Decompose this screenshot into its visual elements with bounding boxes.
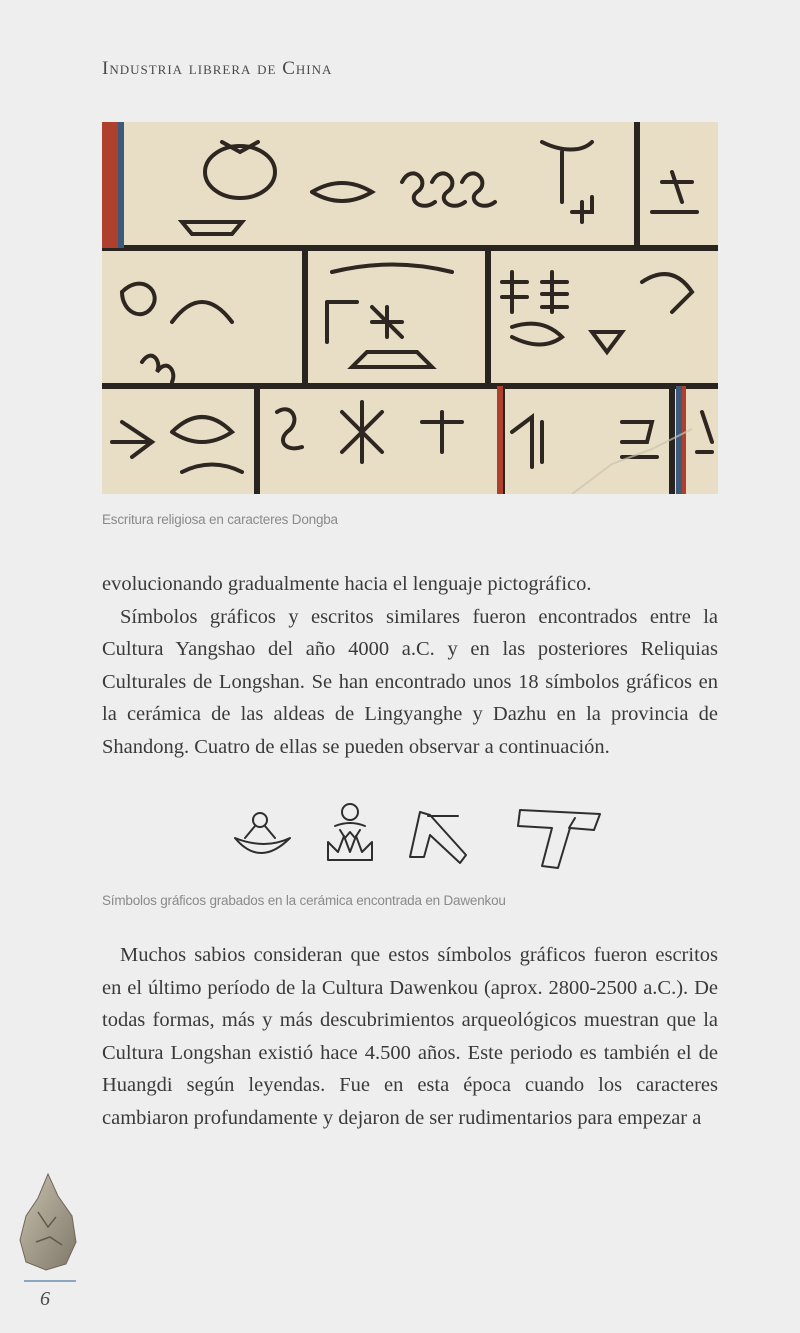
text-block-1 — [102, 568, 718, 763]
running-header: Industria librera de China — [102, 58, 333, 79]
symbol-sun-moon — [253, 813, 267, 827]
dongba-script-image — [102, 122, 718, 494]
text-block-2 — [102, 939, 718, 1134]
dongba-script-photo — [102, 122, 718, 494]
stone-artifact-icon — [18, 1172, 78, 1272]
paragraph: Muchos sabios consideran que estos símbolos gráficos fueron escritos en el último período de la Cultura Dawenkou (aprox. 2800-2500 a.C.). De todas formas, más y más descubrimientos arqueológicos muestran que la Cultura Longshan existió hace 4.500 años. Este periodo es también el de Huangdi según leyendas. Fue en esta época cuando los caracteres cambiaron profundamente y dejaron de ser rudimentarios para empezar a — [102, 944, 718, 1129]
pottery-symbols-figure — [230, 802, 610, 872]
paragraph: Símbolos gráficos y escritos similares fueron encontrados entre la Cultura Yangshao del año 4000 a.C. y en las posteriores Reliquias Culturales de Longshan. Se han encontrado unos 18 símbolos gráficos en la cerámica de las aldeas de Lingyanghe y Dazhu en la provincia de Shandong. Cuatro de ellas se pueden observar a continuación. — [102, 605, 718, 758]
paragraph-continuation: evolucionando gradualmente hacia el lenguaje pictográfico. — [102, 573, 592, 595]
symbols-caption: Símbolos gráficos grabados en la cerámica encontrada en Dawenkou — [102, 893, 506, 908]
page-number: 6 — [40, 1288, 50, 1310]
photo-caption: Escritura religiosa en caracteres Dongba — [102, 512, 338, 527]
footer-rule — [24, 1280, 76, 1282]
pottery-symbols-drawing — [230, 802, 610, 872]
